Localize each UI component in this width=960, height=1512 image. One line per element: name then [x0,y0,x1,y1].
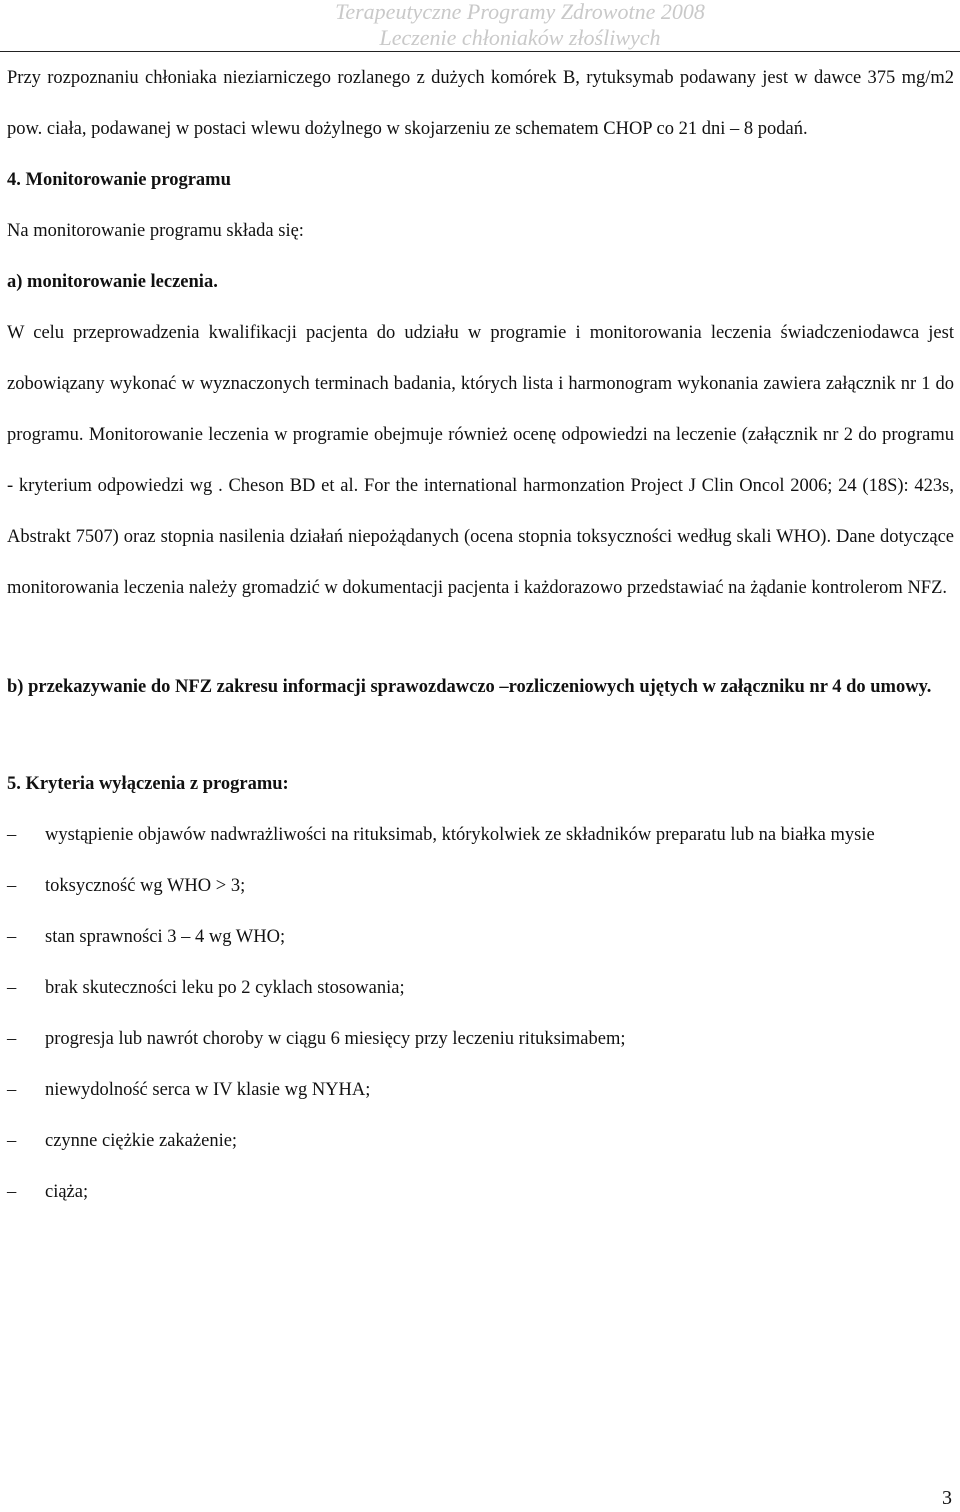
list-item [7,912,954,963]
list-item [7,810,954,861]
document-body [7,53,954,1218]
paragraph-spacer [7,614,954,662]
intro-paragraph: Przy rozpoznaniu chłoniaka nieziarniczego rozlanego z dużych komórek B, rytuksymab podawany jest w dawce 375 mg/m2 pow. ciała, podawanej w postaci wlewu dożylnego w skojarzeniu ze schematem CHOP co 21 dni – 8 podań. [7,68,954,139]
dash-bullet: – [7,876,17,896]
list-item [7,1116,954,1167]
list-item [7,1014,954,1065]
list-item [7,963,954,1014]
list-item-text: stan sprawności 3 – 4 wg WHO; [45,927,286,947]
dash-bullet: – [7,825,17,845]
list-item-text: ciąża; [45,1182,89,1202]
page-header [0,0,960,52]
paragraph-spacer [7,713,954,759]
section-4-lead: Na monitorowanie programu składa się: [7,221,304,241]
section-5-heading: 5. Kryteria wyłączenia z programu: [7,774,289,794]
section-4-heading: 4. Monitorowanie programu [7,170,231,190]
subsection-b-heading: b) przekazywanie do NFZ zakresu informacji sprawozdawczo –rozliczeniowych ujętych w załączniku nr 4 do umowy. [7,677,932,697]
list-item-text: progresja lub nawrót choroby w ciągu 6 miesięcy przy leczeniu rituksimabem; [45,1029,626,1049]
subsection-a-paragraph: W celu przeprowadzenia kwalifikacji pacjenta do udziału w programie i monitorowania leczenia świadczeniodawca jest zobowiązany wykonać w wyznaczonych terminach badania, których lista i harmonogram wykonania zawiera załącznik nr 1 do programu. Monitorowanie leczenia w programie obejmuje również ocenę odpowiedzi na leczenie (załącznik nr 2 do programu - kryterium odpowiedzi wg . Cheson BD et al. For the international harmonzation Project J Clin Oncol 2006; 24 (18S): 423s, Abstrakt 7507) oraz stopnia nasilenia działań niepożądanych (ocena stopnia toksyczności według skali WHO). Dane dotyczące monitorowania leczenia należy gromadzić w dokumentacji pacjenta i każdorazowo przedstawiać na żądanie kontrolerom NFZ. [7,323,954,598]
dash-bullet: – [7,1131,17,1151]
list-item-text: brak skuteczności leku po 2 cyklach stosowania; [45,978,405,998]
list-item [7,1065,954,1116]
page-number: 3 [942,1487,952,1509]
dash-bullet: – [7,978,17,998]
dash-bullet: – [7,927,17,947]
dash-bullet: – [7,1080,17,1100]
header-title: Terapeutyczne Programy Zdrowotne 2008 [335,0,705,24]
list-item [7,861,954,912]
list-item [7,1167,954,1218]
header-divider [0,51,960,52]
list-item-text: toksyczność wg WHO > 3; [45,876,246,896]
dash-bullet: – [7,1029,17,1049]
header-subtitle: Leczenie chłoniaków złośliwych [379,25,661,50]
list-item-text: czynne ciężkie zakażenie; [45,1131,238,1151]
dash-bullet: – [7,1182,17,1202]
list-item-text: wystąpienie objawów nadwrażliwości na rituksimab, którykolwiek ze składników preparatu lub na białka mysie [45,825,875,845]
list-item-text: niewydolność serca w IV klasie wg NYHA; [45,1080,371,1100]
subsection-a-heading: a) monitorowanie leczenia. [7,272,218,292]
exclusion-criteria-list [7,810,954,1218]
